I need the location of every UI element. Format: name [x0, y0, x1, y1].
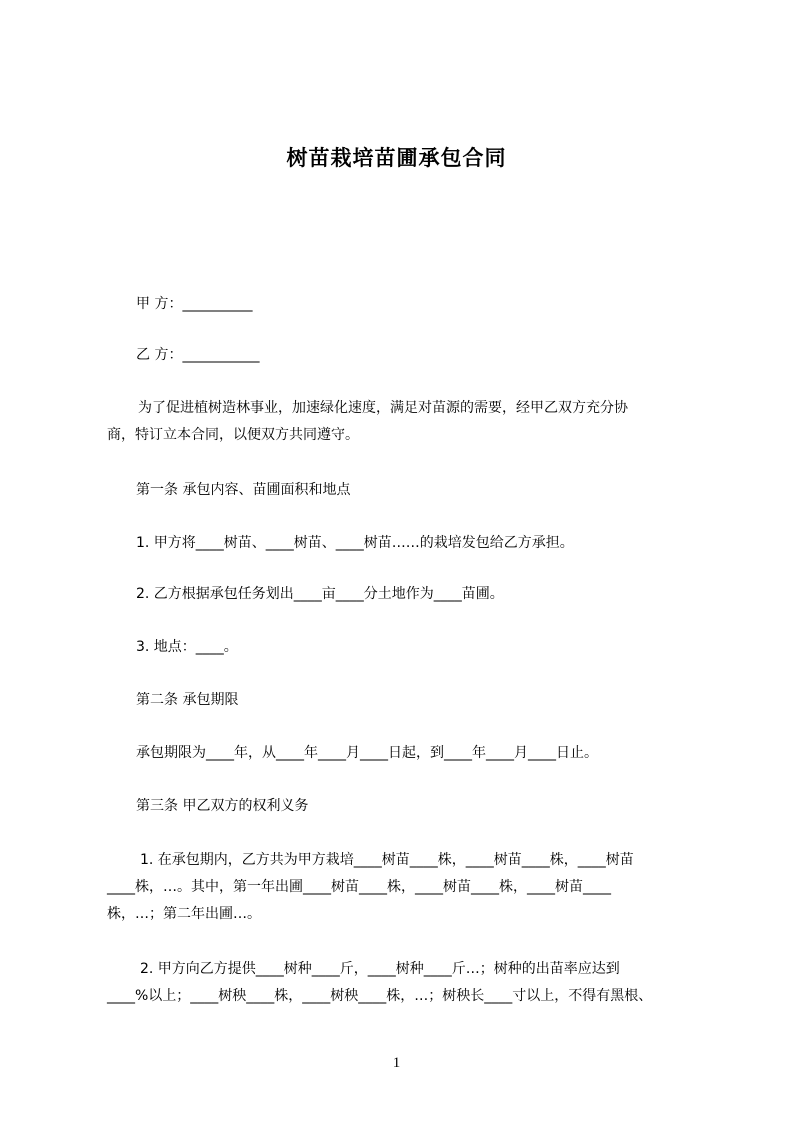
article-1-item-1: 1. 甲方将____树苗、____树苗、____树苗……的栽培发包给乙方承担。 — [136, 535, 574, 551]
article-1-item-2: 2. 乙方根据承包任务划出____亩____分土地作为____苗圃。 — [136, 586, 504, 602]
article-3-item-1-line-2: ____株，…。其中，第一年出圃____树苗____株，____树苗____株，____树苗____ — [107, 879, 611, 895]
article-3-heading: 第三条 甲乙双方的权利义务 — [136, 798, 309, 814]
party-b-line: 乙 方：___________ — [136, 347, 260, 363]
intro-paragraph-line-2: 商，特订立本合同，以便双方共同遵守。 — [107, 427, 359, 443]
page-number: 1 — [392, 1055, 401, 1071]
article-2-heading: 第二条 承包期限 — [136, 692, 239, 708]
article-3-item-1-line-1: 1. 在承包期内，乙方共为甲方栽培____树苗____株，____树苗____株，____树苗 — [140, 852, 634, 868]
party-a-line: 甲 方：__________ — [136, 296, 253, 312]
document-title: 树苗栽培苗圃承包合同 — [286, 146, 507, 170]
intro-paragraph-line-1: 为了促进植树造林事业，加速绿化速度，满足对苗源的需要，经甲乙双方充分协 — [138, 400, 628, 416]
article-3-item-2-line-1: 2. 甲方向乙方提供____树种____斤，____树种____斤…；树种的出苗率应达到 — [140, 961, 620, 977]
article-1-item-3: 3. 地点：____。 — [136, 639, 238, 655]
article-2-text: 承包期限为____年，从____年____月____日起，到____年____月____日止。 — [136, 745, 598, 761]
article-1-heading: 第一条 承包内容、苗圃面积和地点 — [136, 482, 351, 498]
article-3-item-2-line-2: ____%以上；____树秧____株，____树秧____株，…；树秧长____寸以上，不得有黑根、 — [107, 988, 653, 1004]
article-3-item-1-line-3: 株，…；第二年出圃…。 — [107, 906, 261, 922]
